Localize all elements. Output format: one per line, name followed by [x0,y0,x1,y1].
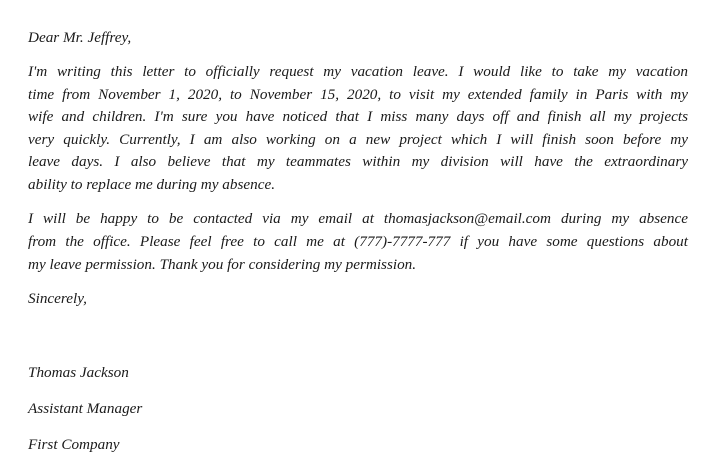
salutation: Dear Mr. Jeffrey, [28,29,132,46]
closing: Sincerely, [28,290,87,307]
paragraph-1-line: wife and children. I'm sure you have noticed that I miss many days off and finish all my projects [28,108,688,125]
paragraph-2-line: my leave permission. Thank you for considering my permission. [28,256,417,273]
signature-title: Assistant Manager [28,400,143,417]
paragraph-1-line: time from November 1, 2020, to November 15, 2020, to visit my extended family in Paris with my [28,86,688,103]
signature-name: Thomas Jackson [28,364,129,381]
signature-company: First Company [28,436,120,453]
paragraph-2-line: I will be happy to be contacted via my email at thomasjackson@email.com during my absence [28,210,688,227]
paragraph-2-line: from the office. Please feel free to call me at (777)-7777-777 if you have some questions about [28,233,688,250]
paragraph-1-line: ability to replace me during my absence. [28,176,276,193]
paragraph-1-line: I'm writing this letter to officially request my vacation leave. I would like to take my vacation [28,63,688,80]
paragraph-1-line: very quickly. Currently, I am also working on a new project which I will finish soon before my [28,131,688,148]
paragraph-1-line: leave days. I also believe that my teammates within my division will have the extraordinary [28,153,688,170]
